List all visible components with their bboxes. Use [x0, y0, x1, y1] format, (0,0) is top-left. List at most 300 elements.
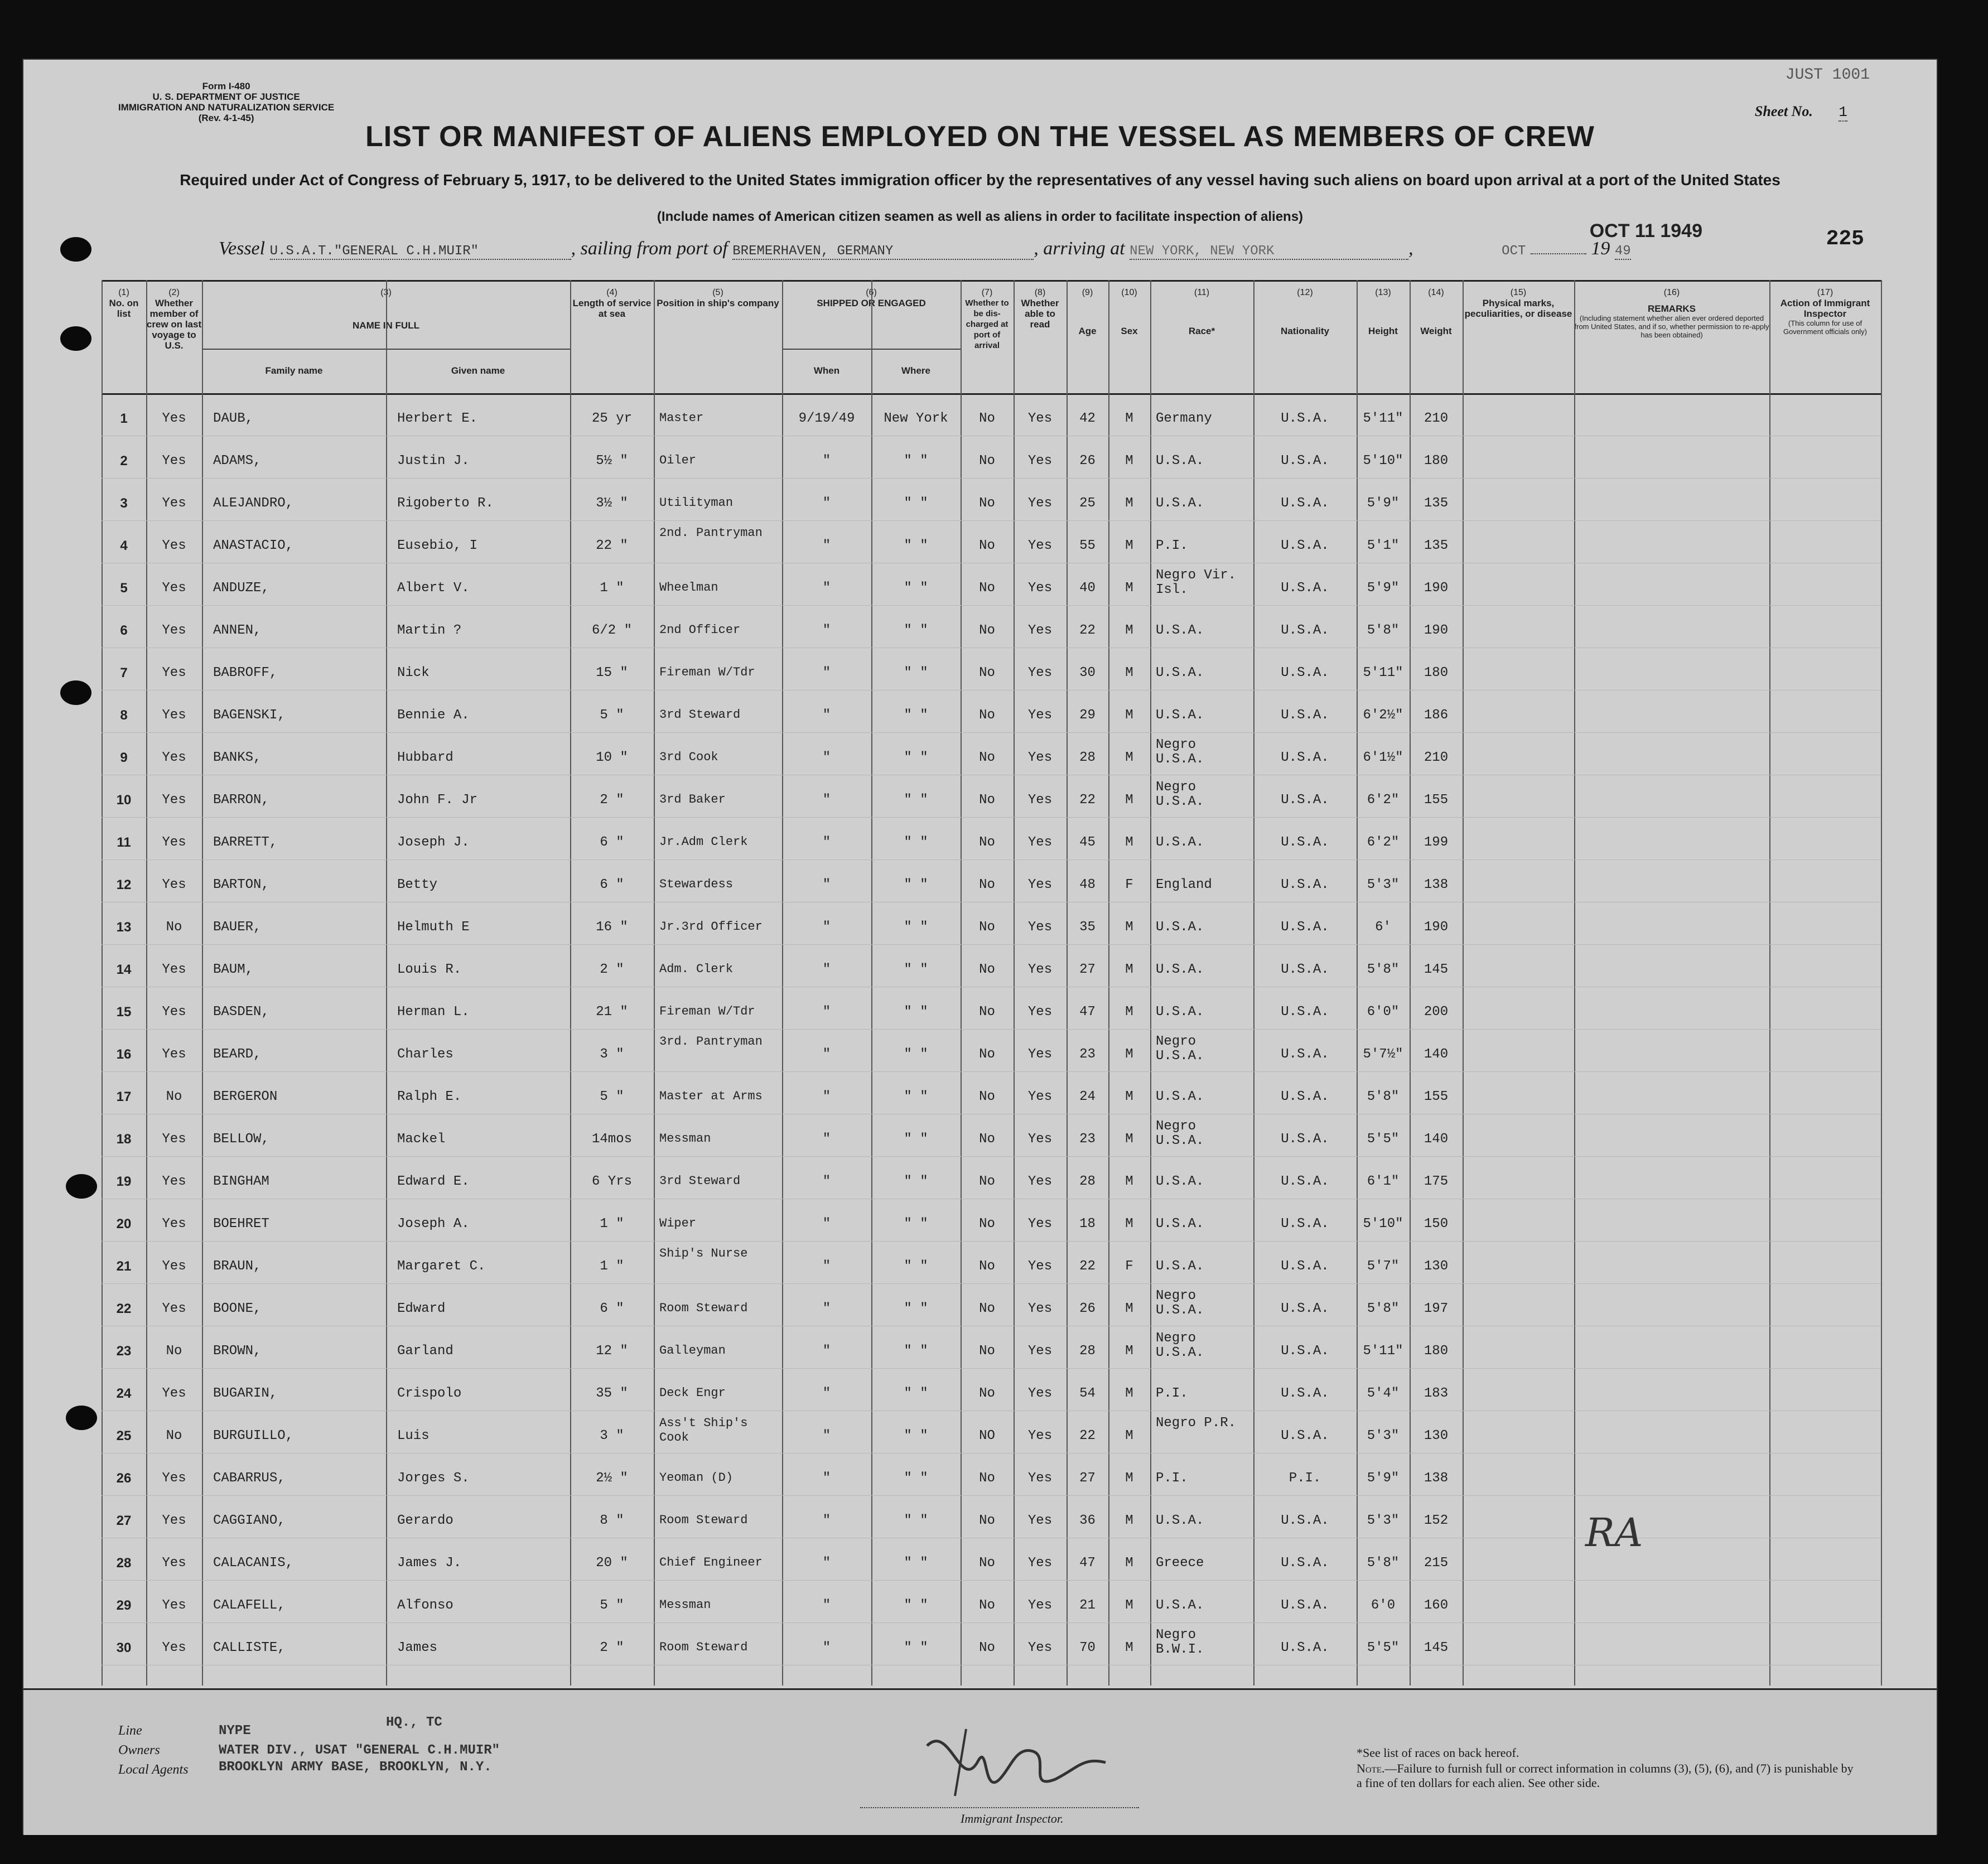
- weight: 150: [1424, 1216, 1449, 1232]
- row-number: 7: [120, 665, 128, 680]
- able-to-read: Yes: [1027, 793, 1053, 808]
- shipped-where: " ": [904, 920, 928, 935]
- prev-voyage: Yes: [162, 1471, 186, 1486]
- prev-voyage: Yes: [162, 623, 186, 638]
- service-length: 2 ": [600, 1640, 624, 1655]
- table-row: [102, 1454, 1881, 1496]
- port-to: NEW YORK, NEW YORK: [1130, 244, 1408, 260]
- row-number: 20: [116, 1216, 132, 1232]
- row-number: 24: [116, 1386, 132, 1401]
- position: 3rd Baker: [659, 793, 726, 807]
- weight: 152: [1424, 1513, 1449, 1528]
- nationality: U.S.A.: [1281, 496, 1329, 511]
- height: 5'9": [1367, 1471, 1400, 1486]
- service-length: 2 ": [600, 962, 624, 977]
- given-name: Eusebio, I: [397, 538, 478, 553]
- able-to-read: Yes: [1027, 1513, 1053, 1528]
- sex: M: [1125, 1428, 1133, 1443]
- given-name: Herbert E.: [397, 411, 478, 426]
- sex: M: [1125, 1471, 1133, 1486]
- prev-voyage: Yes: [162, 1174, 186, 1189]
- height: 5'8": [1367, 1089, 1400, 1104]
- discharged: No: [979, 581, 995, 596]
- shipped-when: ": [822, 1259, 831, 1274]
- given-name: Jorges S.: [397, 1471, 470, 1486]
- vessel-line: Vessel U.S.A.T."GENERAL C.H.MUIR" , sailing from port of BREMERHAVEN, GERMANY , arriving at NEW YORK, NEW YORK , OCT 19 49: [219, 238, 1631, 259]
- height: 5'3": [1367, 1513, 1400, 1528]
- sex: M: [1125, 962, 1133, 977]
- table-row: [102, 988, 1881, 1030]
- shipped-when: ": [822, 750, 831, 765]
- shipped-where: " ": [904, 1513, 928, 1528]
- race: Negro U.S.A.: [1156, 780, 1204, 809]
- position: 2nd Officer: [659, 623, 741, 637]
- position: Stewardess: [659, 877, 734, 891]
- shipped-where: " ": [904, 496, 928, 511]
- discharged: No: [979, 1386, 995, 1401]
- height: 5'11": [1363, 411, 1403, 426]
- service-length: 12 ": [596, 1344, 628, 1359]
- shipped-where: " ": [904, 1344, 928, 1359]
- row-number: 1: [120, 411, 128, 426]
- age: 45: [1079, 835, 1096, 850]
- row-number: 22: [116, 1301, 132, 1316]
- table-row: [102, 1624, 1881, 1665]
- race: U.S.A.: [1156, 1598, 1204, 1613]
- sex: M: [1125, 1174, 1133, 1189]
- service-length: 3½ ": [596, 496, 628, 511]
- able-to-read: Yes: [1027, 1047, 1053, 1062]
- service-length: 6 Yrs: [591, 1174, 632, 1189]
- able-to-read: Yes: [1027, 665, 1053, 680]
- weight: 130: [1424, 1428, 1449, 1443]
- race: U.S.A.: [1156, 1174, 1204, 1189]
- table-row: [102, 1284, 1881, 1326]
- service-name: IMMIGRATION AND NATURALIZATION SERVICE: [118, 102, 335, 113]
- discharged: No: [979, 1174, 995, 1189]
- sex: M: [1125, 1344, 1133, 1359]
- row-number: 26: [116, 1471, 132, 1486]
- given-name: James: [397, 1640, 438, 1655]
- discharged: No: [979, 1640, 995, 1655]
- weight: 145: [1424, 962, 1449, 977]
- able-to-read: Yes: [1027, 708, 1053, 723]
- shipped-where: " ": [904, 1301, 928, 1316]
- family-name: CABARRUS,: [213, 1471, 286, 1486]
- shipped-where: " ": [904, 1471, 928, 1486]
- prev-voyage: Yes: [162, 1598, 186, 1613]
- nationality: U.S.A.: [1281, 1216, 1329, 1232]
- family-name: BERGERON: [213, 1089, 278, 1104]
- family-name: CALACANIS,: [213, 1556, 294, 1571]
- position: 2nd. Pantryman: [659, 526, 763, 540]
- race: U.S.A.: [1156, 835, 1204, 850]
- age: 26: [1079, 1301, 1096, 1316]
- age: 28: [1079, 1344, 1096, 1359]
- shipped-when: ": [822, 1471, 831, 1486]
- table-row: [102, 1369, 1881, 1411]
- age: 28: [1079, 750, 1096, 765]
- prev-voyage: Yes: [162, 411, 186, 426]
- weight: 145: [1424, 1640, 1449, 1655]
- height: 5'11": [1363, 665, 1403, 680]
- nationality: U.S.A.: [1281, 1640, 1329, 1655]
- prev-voyage: No: [166, 920, 182, 935]
- height: 5'10": [1363, 1216, 1403, 1232]
- port-from: BREMERHAVEN, GERMANY: [732, 244, 1034, 260]
- row-number: 2: [120, 453, 128, 469]
- position: Master: [659, 411, 704, 425]
- table-row: [102, 818, 1881, 860]
- age: 27: [1079, 1471, 1096, 1486]
- shipped-when: ": [822, 453, 831, 469]
- race: Negro U.S.A.: [1156, 737, 1204, 767]
- shipped-where: " ": [904, 962, 928, 977]
- weight: 138: [1424, 877, 1449, 892]
- punch-hole: [60, 326, 91, 351]
- col-header-9: (9) Age: [1078, 288, 1097, 336]
- prev-voyage: Yes: [162, 1301, 186, 1316]
- date-stamp: OCT 11 1949: [1589, 220, 1702, 242]
- nationality: U.S.A.: [1281, 623, 1329, 638]
- position: 3rd Steward: [659, 708, 741, 722]
- discharged: No: [979, 1598, 995, 1613]
- able-to-read: Yes: [1027, 1386, 1053, 1401]
- able-to-read: Yes: [1027, 835, 1053, 850]
- sex: M: [1125, 623, 1133, 638]
- family-name: BELLOW,: [213, 1132, 269, 1147]
- family-name: BOEHRET: [213, 1216, 269, 1232]
- col-header-5: (5) Position in ship's company: [657, 288, 779, 308]
- col-header-13: (13) Height: [1368, 288, 1398, 336]
- nationality: U.S.A.: [1281, 1598, 1329, 1613]
- discharged: No: [979, 920, 995, 935]
- agents-value: BROOKLYN ARMY BASE, BROOKLYN, N.Y.: [219, 1760, 492, 1775]
- sex: M: [1125, 1598, 1133, 1613]
- position: Deck Engr: [659, 1386, 726, 1400]
- family-name: BANKS,: [213, 750, 262, 765]
- nationality: U.S.A.: [1281, 708, 1329, 723]
- sheet-number: [1755, 103, 1847, 122]
- position: 3rd. Pantryman: [659, 1035, 763, 1049]
- prev-voyage: Yes: [162, 1386, 186, 1401]
- punch-hole: [66, 1406, 97, 1430]
- shipped-where: " ": [904, 1005, 928, 1020]
- table-row: [102, 437, 1881, 479]
- prev-voyage: No: [166, 1089, 182, 1104]
- shipped-when: ": [822, 1047, 831, 1062]
- able-to-read: Yes: [1027, 920, 1053, 935]
- sex: M: [1125, 1556, 1133, 1571]
- height: 5'4": [1367, 1386, 1400, 1401]
- table-row: [102, 945, 1881, 987]
- prev-voyage: No: [166, 1428, 182, 1443]
- service-length: 6 ": [600, 835, 624, 850]
- weight: 183: [1424, 1386, 1449, 1401]
- given-name: Mackel: [397, 1132, 446, 1147]
- position: Jr.3rd Officer: [659, 920, 763, 934]
- weight: 135: [1424, 538, 1449, 553]
- given-name: Justin J.: [397, 453, 470, 469]
- page-subtitle: Required under Act of Congress of February 5, 1917, to be delivered to the United States immigration officer by the representatives of any vessel having such aliens on board upon arrival at a port of the United States: [180, 171, 1780, 189]
- able-to-read: Yes: [1027, 411, 1053, 426]
- prev-voyage: Yes: [162, 1132, 186, 1147]
- table-row: [102, 1200, 1881, 1242]
- able-to-read: Yes: [1027, 1216, 1053, 1232]
- height: 5'11": [1363, 1344, 1403, 1359]
- row-number: 11: [117, 835, 131, 850]
- position: Chief Engineer: [659, 1556, 763, 1570]
- able-to-read: Yes: [1027, 1089, 1053, 1104]
- able-to-read: Yes: [1027, 581, 1053, 596]
- prev-voyage: Yes: [162, 708, 186, 723]
- nationality: U.S.A.: [1281, 1301, 1329, 1316]
- row-number: 19: [116, 1174, 132, 1189]
- punch-hole: [60, 237, 91, 262]
- race: U.S.A.: [1156, 1259, 1204, 1274]
- able-to-read: Yes: [1027, 1259, 1053, 1274]
- service-length: 8 ": [600, 1513, 624, 1528]
- weight: 140: [1424, 1047, 1449, 1062]
- discharged: No: [979, 1344, 995, 1359]
- hq-value: HQ., TC: [386, 1715, 442, 1730]
- age: 22: [1079, 1259, 1096, 1274]
- shipped-where: " ": [904, 1216, 928, 1232]
- sex: M: [1125, 453, 1133, 469]
- col-header-3: (3) NAME IN FULL: [353, 288, 419, 331]
- able-to-read: Yes: [1027, 1174, 1053, 1189]
- able-to-read: Yes: [1027, 1640, 1053, 1655]
- family-name: BABROFF,: [213, 665, 278, 680]
- race: Negro U.S.A.: [1156, 1119, 1204, 1148]
- shipped-when: ": [822, 1386, 831, 1401]
- col-header-14: (14) Weight: [1420, 288, 1452, 336]
- form-revision: (Rev. 4-1-45): [198, 113, 254, 123]
- sex: M: [1125, 835, 1133, 850]
- race: P.I.: [1156, 538, 1188, 553]
- row-number: 27: [116, 1513, 132, 1528]
- service-length: 20 ": [596, 1556, 628, 1571]
- nationality: U.S.A.: [1281, 1132, 1329, 1147]
- weight: 186: [1424, 708, 1449, 723]
- race: U.S.A.: [1156, 708, 1204, 723]
- given-name: Gerardo: [397, 1513, 453, 1528]
- nationality: U.S.A.: [1281, 1089, 1329, 1104]
- age: 40: [1079, 581, 1096, 596]
- height: 5'9": [1367, 496, 1400, 511]
- weight: 190: [1424, 920, 1449, 935]
- shipped-when: ": [822, 1598, 831, 1613]
- race: U.S.A.: [1156, 623, 1204, 638]
- table-row: [102, 649, 1881, 690]
- age: 70: [1079, 1640, 1096, 1655]
- prev-voyage: Yes: [162, 835, 186, 850]
- form-info: [118, 81, 334, 123]
- sex: F: [1125, 877, 1133, 892]
- shipped-where: " ": [904, 1640, 928, 1655]
- nationality: U.S.A.: [1281, 1386, 1329, 1401]
- col-header-when: When: [813, 365, 840, 376]
- year-prefix: 19: [1591, 238, 1610, 259]
- col-header-6: (6) SHIPPED OR ENGAGED: [817, 288, 926, 308]
- sex: M: [1125, 1132, 1133, 1147]
- service-length: 10 ": [596, 750, 628, 765]
- age: 25: [1079, 496, 1096, 511]
- nationality: U.S.A.: [1281, 877, 1329, 892]
- discharged: No: [979, 1005, 995, 1020]
- row-number: 16: [116, 1047, 132, 1062]
- col-header-where: Where: [901, 365, 930, 376]
- position: Ass't Ship's Cook: [659, 1416, 748, 1445]
- discharged: No: [979, 538, 995, 553]
- weight: 160: [1424, 1598, 1449, 1613]
- age: 47: [1079, 1005, 1096, 1020]
- shipped-when: ": [822, 962, 831, 977]
- sheet-label: Sheet No.: [1754, 103, 1813, 119]
- age: 27: [1079, 962, 1096, 977]
- sex: M: [1125, 581, 1133, 596]
- race: U.S.A.: [1156, 453, 1204, 469]
- position: Master at Arms: [659, 1089, 763, 1103]
- row-number: 9: [120, 750, 128, 765]
- able-to-read: Yes: [1027, 962, 1053, 977]
- family-name: CALLISTE,: [213, 1640, 286, 1655]
- shipped-when: ": [822, 581, 831, 596]
- row-number: 3: [120, 496, 128, 511]
- shipped-when: ": [822, 1216, 831, 1232]
- able-to-read: Yes: [1027, 538, 1053, 553]
- nationality: U.S.A.: [1281, 538, 1329, 553]
- prev-voyage: Yes: [162, 750, 186, 765]
- position: Galleyman: [659, 1344, 726, 1358]
- footer: [23, 1688, 1937, 1835]
- given-name: Hubbard: [397, 750, 453, 765]
- nationality: U.S.A.: [1281, 1344, 1329, 1359]
- row-number: 12: [116, 877, 132, 892]
- weight: 180: [1424, 453, 1449, 469]
- nationality: U.S.A.: [1281, 665, 1329, 680]
- weight: 200: [1424, 1005, 1449, 1020]
- race: Negro U.S.A.: [1156, 1288, 1204, 1318]
- discharged: NO: [979, 1428, 995, 1443]
- archive-stamp: JUST 1001: [1785, 66, 1870, 84]
- punch-hole: [66, 1174, 97, 1199]
- given-name: John F. Jr: [397, 793, 478, 808]
- arriving-label: , arriving at: [1034, 238, 1125, 259]
- family-name: BARTON,: [213, 877, 269, 892]
- age: 47: [1079, 1556, 1096, 1571]
- discharged: No: [979, 453, 995, 469]
- given-name: Albert V.: [397, 581, 470, 596]
- position: Fireman W/Tdr: [659, 1005, 755, 1018]
- col-header-family: Family name: [265, 365, 323, 376]
- row-number: 23: [116, 1344, 132, 1359]
- given-name: Nick: [397, 665, 430, 680]
- nationality: P.I.: [1289, 1471, 1321, 1486]
- col-header-7: (7) Whether to be dis-charged at port of arrival: [965, 288, 1009, 350]
- weight: 180: [1424, 1344, 1449, 1359]
- sex: M: [1125, 708, 1133, 723]
- age: 30: [1079, 665, 1096, 680]
- shipped-when: ": [822, 1301, 831, 1316]
- discharged: No: [979, 623, 995, 638]
- col-header-12: (12) Nationality: [1281, 288, 1329, 336]
- line-value: NYPE: [219, 1723, 251, 1739]
- able-to-read: Yes: [1027, 1598, 1053, 1613]
- shipped-when: ": [822, 920, 831, 935]
- nationality: U.S.A.: [1281, 1047, 1329, 1062]
- weight: 210: [1424, 750, 1449, 765]
- weight: 190: [1424, 581, 1449, 596]
- race: U.S.A.: [1156, 665, 1204, 680]
- race: Negro U.S.A.: [1156, 1034, 1204, 1064]
- table-row: [102, 606, 1881, 648]
- prev-voyage: Yes: [162, 1216, 186, 1232]
- service-length: 6 ": [600, 877, 624, 892]
- service-length: 22 ": [596, 538, 628, 553]
- prev-voyage: Yes: [162, 581, 186, 596]
- family-name: CALAFELL,: [213, 1598, 286, 1613]
- given-name: Joseph J.: [397, 835, 470, 850]
- table-row: [102, 1115, 1881, 1157]
- table-row: [102, 1157, 1881, 1199]
- given-name: Margaret C.: [397, 1259, 486, 1274]
- sex: M: [1125, 665, 1133, 680]
- inspector-signature: [916, 1712, 1150, 1807]
- prev-voyage: Yes: [162, 1047, 186, 1062]
- service-length: 25 yr: [591, 411, 632, 426]
- age: 55: [1079, 538, 1096, 553]
- discharged: No: [979, 750, 995, 765]
- date-month: OCT: [1502, 244, 1526, 259]
- shipped-when: ": [822, 793, 831, 808]
- shipped-where: " ": [904, 1556, 928, 1571]
- age: 42: [1079, 411, 1096, 426]
- discharged: No: [979, 1259, 995, 1274]
- given-name: Crispolo: [397, 1386, 462, 1401]
- position: Messman: [659, 1598, 711, 1612]
- prev-voyage: Yes: [162, 877, 186, 892]
- height: 6'0: [1371, 1598, 1396, 1613]
- weight: 197: [1424, 1301, 1449, 1316]
- discharged: No: [979, 1089, 995, 1104]
- shipped-when: ": [822, 1428, 831, 1443]
- given-name: Martin ?: [397, 623, 462, 638]
- page-subnote: (Include names of American citizen seamen as well as aliens in order to facilitate inspection of aliens): [657, 209, 1304, 224]
- shipped-where: " ": [904, 623, 928, 638]
- shipped-where: " ": [904, 835, 928, 850]
- nationality: U.S.A.: [1281, 1556, 1329, 1571]
- crew-table: [102, 280, 1881, 1686]
- prev-voyage: Yes: [162, 1640, 186, 1655]
- nationality: U.S.A.: [1281, 581, 1329, 596]
- col-header-10: (10) Sex: [1121, 288, 1138, 336]
- position: Room Steward: [659, 1513, 748, 1527]
- height: 6'1": [1367, 1174, 1400, 1189]
- age: 22: [1079, 623, 1096, 638]
- given-name: Ralph E.: [397, 1089, 462, 1104]
- able-to-read: Yes: [1027, 496, 1053, 511]
- family-name: BROWN,: [213, 1344, 262, 1359]
- age: 48: [1079, 877, 1096, 892]
- shipped-where: " ": [904, 1089, 928, 1104]
- row-number: 5: [120, 581, 128, 596]
- position: Oiler: [659, 453, 697, 467]
- able-to-read: Yes: [1027, 1301, 1053, 1316]
- nationality: U.S.A.: [1281, 411, 1329, 426]
- col-header-17: (17) Action of Immigrant Inspector (This column for use of Government officials only): [1780, 288, 1870, 336]
- service-length: 3 ": [600, 1047, 624, 1062]
